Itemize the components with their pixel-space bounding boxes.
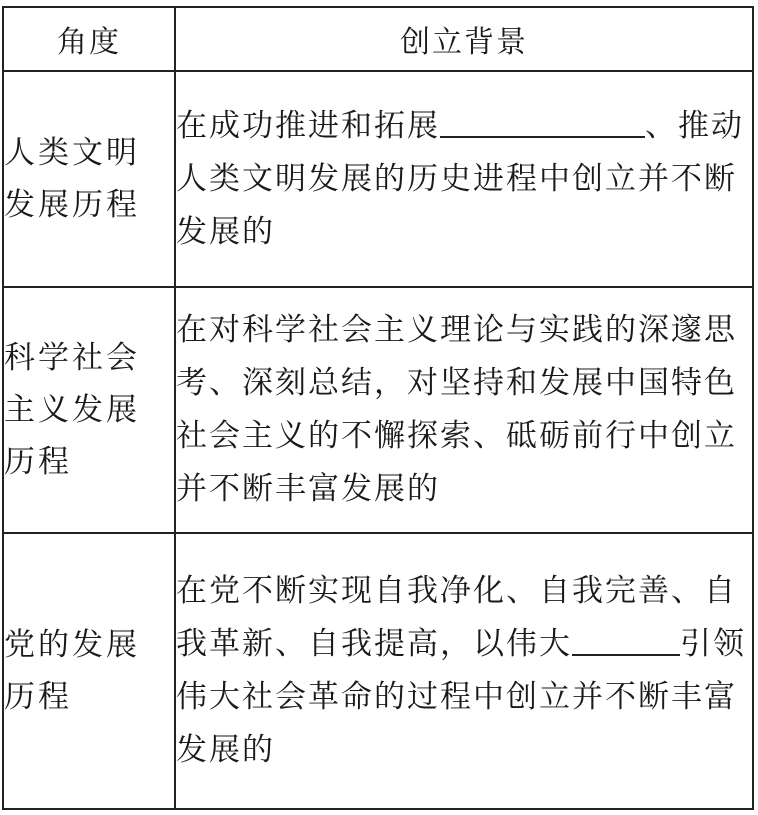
angle-cell	[3, 71, 175, 287]
angle-line: 科学社会	[4, 340, 140, 376]
angle-line: 党的发展	[4, 627, 140, 663]
angle-line: 历程	[4, 679, 72, 715]
angle-cell	[3, 533, 175, 809]
background-text: 、推动人类文明发展的历史进程中创立并不断发展的	[176, 107, 744, 250]
header-background: 创立背景	[175, 7, 753, 71]
background-text: 在党不断实现自我净化、自我完善、自我革新、自我提高，以伟大	[176, 573, 737, 662]
angle-line: 发展历程	[4, 187, 140, 223]
angle-line: 历程	[4, 444, 72, 480]
background-table	[2, 6, 754, 810]
table-row	[3, 533, 753, 809]
background-cell	[175, 71, 753, 287]
angle-cell	[3, 287, 175, 533]
angle-line: 主义发展	[4, 392, 140, 428]
header-angle: 角度	[3, 7, 175, 71]
table-header-row	[3, 7, 753, 71]
background-text: 引领伟大社会革命的过程中创立并不断丰富发展的	[176, 626, 746, 768]
background-cell	[175, 533, 753, 809]
fill-in-blank[interactable]	[572, 624, 680, 656]
background-text: 在成功推进和拓展	[176, 107, 440, 144]
table-row	[3, 287, 753, 533]
table-row	[3, 71, 753, 287]
fill-in-blank[interactable]	[440, 106, 645, 138]
angle-line: 人类文明	[4, 135, 140, 171]
background-cell	[175, 287, 753, 533]
background-text: 在对科学社会主义理论与实践的深邃思考、深刻总结，对坚持和发展中国特色社会主义的不懈探索、砥砺前行中创立并不断丰富发展的	[176, 312, 737, 507]
